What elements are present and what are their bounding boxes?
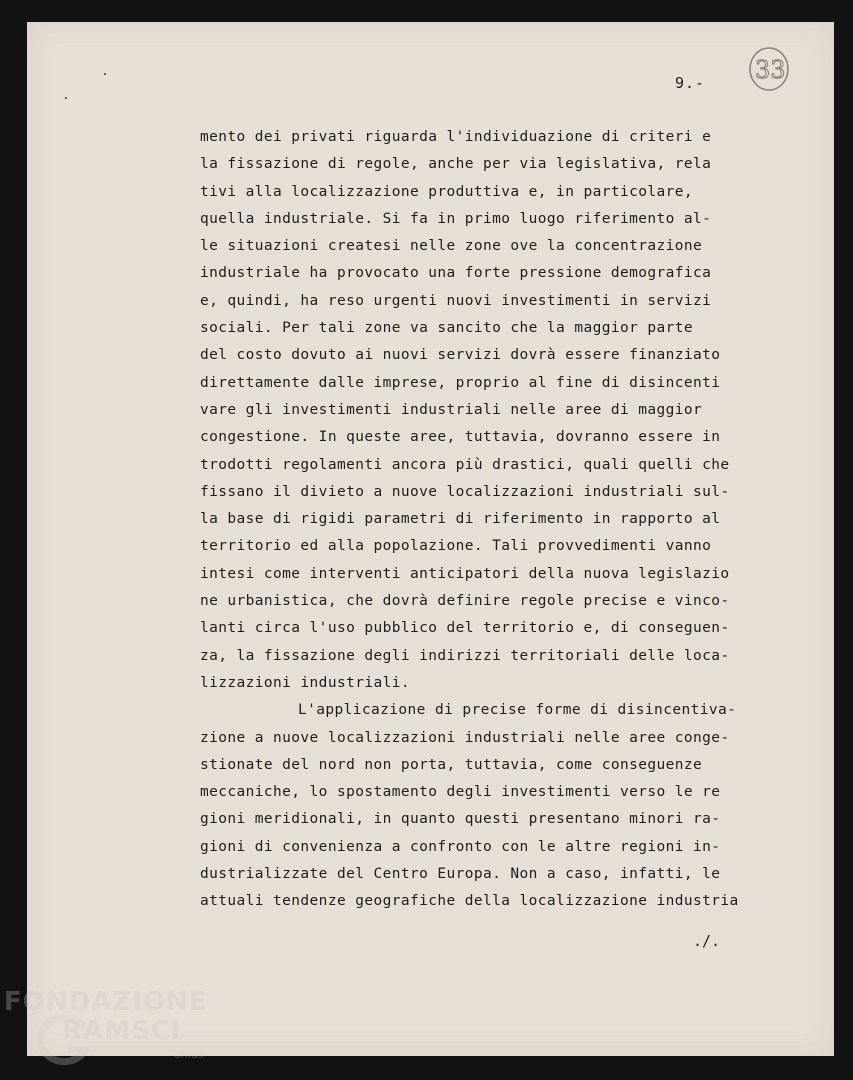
text-line: attuali tendenze geografiche della localizzazione industria [200, 893, 739, 910]
text-line: direttamente dalle imprese, proprio al fine di disincenti [200, 374, 721, 391]
text-line: mento dei privati riguarda l'individuazione di criteri e [200, 129, 712, 145]
text-line: quella industriale. Si fa in primo luogo riferimento al- [200, 210, 712, 227]
handwritten-page-number [747, 44, 793, 94]
watermark-logo [4, 985, 214, 1075]
page-number: 9.- [675, 74, 706, 92]
text-line: vare gli investimenti industriali nelle aree di maggior [200, 401, 703, 418]
text-line: lanti circa l'uso pubblico del territorio e, di conseguen- [200, 620, 730, 637]
text-line: gioni meridionali, in quanto questi presentano minori ra- [200, 811, 721, 828]
text-line: gioni di convenienza a confronto con le altre regioni in- [200, 838, 721, 855]
text-line: trodotti regolamenti ancora più drastici, quali quelli che [200, 456, 730, 473]
text-line: del costo dovuto ai nuovi servizi dovrà essere finanziato [200, 347, 721, 364]
text-line: meccaniche, lo spostamento degli investimenti verso le re [200, 784, 721, 801]
paragraph-start-line: L'applicazione di precise forme di disincentiva- [298, 702, 737, 719]
continuation-mark: ./. [693, 932, 721, 950]
text-line: stionate del nord non porta, tuttavia, come conseguenze [200, 756, 703, 773]
body-text [200, 124, 760, 916]
text-line: sociali. Per tali zone va sancito che la maggior parte [200, 320, 694, 337]
text-line: zione a nuove localizzazioni industriali nelle aree conge- [200, 729, 730, 746]
handwritten-number-text: 33 [755, 56, 786, 84]
text-line: e, quindi, ha reso urgenti nuovi investimenti in servizi [200, 292, 712, 309]
text-line: dustrializzate del Centro Europa. Non a caso, infatti, le [200, 866, 721, 883]
text-line: industriale ha provocato una forte pressione demografica [200, 265, 712, 282]
text-line: fissano il divieto a nuove localizzazioni industriali sul- [200, 483, 730, 500]
watermark-line1: FONDAZIONE [4, 987, 208, 1017]
text-line: tivi alla localizzazione produttiva e, in particolare, [200, 183, 694, 200]
text-line: za, la fissazione degli indirizzi territoriali delle loca- [200, 647, 730, 664]
document-page [27, 22, 834, 1056]
text-line: la base di rigidi parametri di riferimento in rapporto al [200, 511, 721, 528]
text-line: le situazioni createsi nelle zone ove la concentrazione [200, 238, 703, 255]
ink-speck [104, 73, 106, 75]
watermark-line2: RAMSCI [62, 1016, 182, 1046]
text-line: la fissazione di regole, anche per via legislativa, rela [200, 156, 712, 173]
text-line: lizzazioni industriali. [200, 674, 410, 691]
text-line: territorio ed alla popolazione. Tali provvedimenti vanno [200, 538, 712, 555]
text-line: congestione. In queste aree, tuttavia, dovranno essere in [200, 429, 721, 446]
watermark-line3: onlus [174, 1048, 204, 1061]
ink-speck [65, 97, 67, 99]
text-line: ne urbanistica, che dovrà definire regole precise e vinco- [200, 593, 730, 610]
text-line: intesi come interventi anticipatori della nuova legislazio [200, 565, 730, 582]
